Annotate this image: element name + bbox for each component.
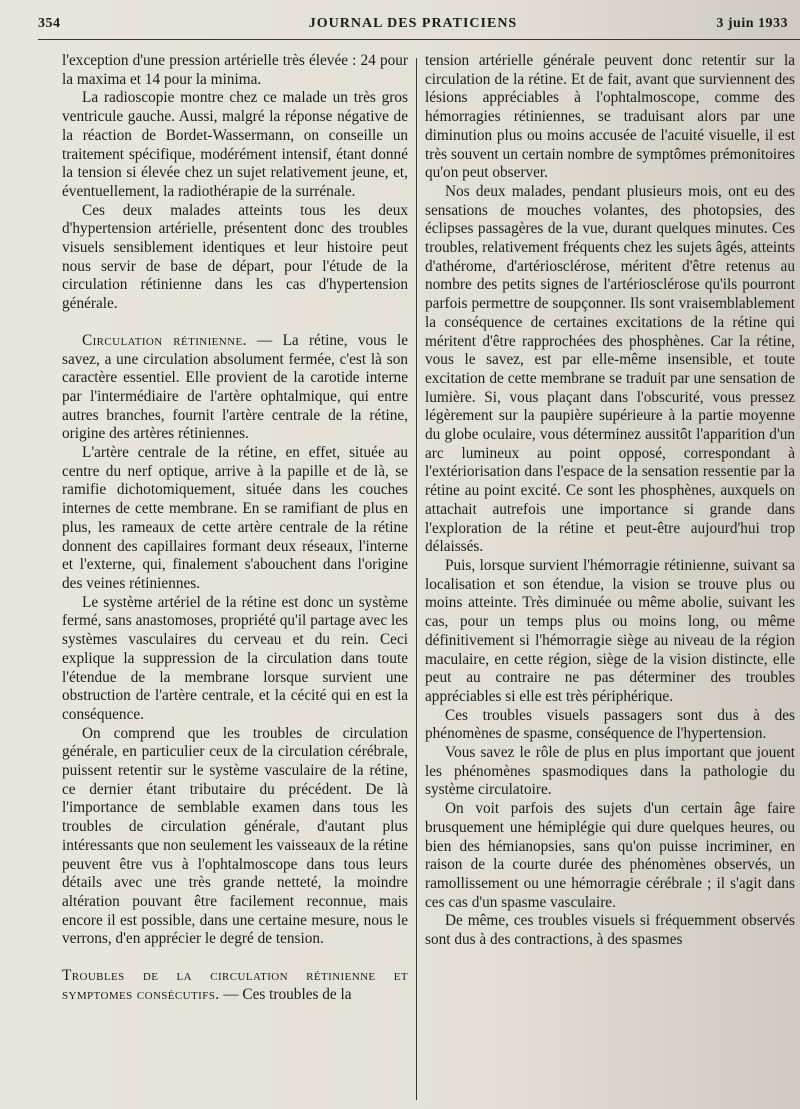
paragraph: Nos deux malades, pendant plusieurs mois, ont eu des sensations de mouches volantes, des photopsies, des éclipses passagères de la vue, durant quelques minutes. Ces troubles, relativement fréquents chez les sujets âgés, atteints d'athérome, d'artériosclérose, méritent d'être retenus au nombre des petits signes de l'artériosclérose qu'ils pourront parfois permettre de soupçonner. Ils sont vraisemblablement la conséquence de certaines excitations de la rétine qui méritent d'être rapprochées des phosphènes. Car la rétine, vous le savez, est par elle-même insensible, et toute excitation de cette membrane se traduit par une sensation de lumière. Si, vous plaçant dans l'obscurité, vous pressez légèrement sur la paupière supérieure à la partie moyenne du globe oculaire, vous déterminez aussitôt l'apparition d'un arc lumineux au point opposé, correspondant à l'extériorisation dans l'espace de la sensation ressentie par la rétine au point excité. Ce sont les phosphènes, auxquels on attachait autrefois une importance si grande dans l'exploration de la rétine et peut-être aujourd'hui trop délaissés. (425, 182, 795, 556)
page-number: 354 (38, 16, 61, 31)
paragraph: Puis, lorsque survient l'hémorragie rétinienne, suivant sa localisation et son étendue, la vision se trouve plus ou moins atteinte. Très diminuée ou même abolie, suivant les cas, pour un temps plus ou moins long, ou même définitivement si l'hémorragie siège au niveau de la région maculaire, en cette région, siège de la vision distincte, elle peut au contraire ne pas déterminer des troubles appréciables si elle est très périphérique. (425, 556, 795, 705)
paragraph: On voit parfois des sujets d'un certain âge faire brusquement une hémiplégie qui dure quelques heures, ou bien des hémianopsies, sans qu'on puisse incriminer, en raison de la courte durée des phénomènes observés, un ramollissement ou une hémorragie cérébrale ; il s'agit dans ces cas d'un spasme vasculaire. (425, 800, 795, 911)
section-paragraph (62, 332, 408, 444)
running-header (38, 14, 788, 40)
issue-date: 3 juin 1933 (716, 16, 788, 31)
journal-title: JOURNAL DES PRATICIENS (308, 16, 518, 31)
paragraph: l'exception d'une pression artérielle très élevée : 24 pour la maxima et 14 pour la minima. (62, 52, 408, 88)
right-column (425, 52, 795, 950)
paragraph: On comprend que les troubles de circulation générale, en particulier ceux de la circulation cérébrale, puissent retentir sur le système vasculaire de la rétine, ce dernier étant tributaire du précédent. De là l'importance de semblable examen dans tous les troubles de circulation générale, d'autant plus intéressants que non seulement les vaisseaux de la rétine peuvent être vus à l'ophtalmoscope dans tous leurs détails avec une très grande netteté, la moindre altération pouvant être facilement reconnue, mais encore il est possible, dans une certaine mesure, nous le verrons, d'en apprécier le degré de tension. (62, 724, 408, 948)
paragraph: La radioscopie montre chez ce malade un très gros ventricule gauche. Aussi, malgré la réponse négative de la réaction de Bordet-Wassermann, on conseille un traitement spécifique, modérément intensif, étant donné la tension si élevée chez un sujet relativement jeune, et, éventuellement, la radiothérapie de la surrénale. (62, 89, 408, 200)
left-column (62, 52, 408, 1004)
paragraph: De même, ces troubles visuels si fréquemment observés sont dus à des contractions, à des spasmes (425, 912, 795, 949)
paragraph: tension artérielle générale peuvent donc retentir sur la circulation de la rétine. Et de fait, avant que surviennent des lésions appréciables à l'ophtalmoscope, comme des hémorragies rétiniennes, se traduisant alors par une diminution plus ou moins accusée de l'acuité visuelle, il est très souvent un certain nombre de symptômes prémonitoires qu'on peut observer. (425, 52, 795, 182)
paragraph: L'artère centrale de la rétine, en effet, située au centre du nerf optique, arrive à la papille et de là, se ramifie dichotomiquement, située dans les couches internes de cette membrane. En se ramifiant de plus en plus, les rameaux de cette artère centrale de la rétine donnent des capillaires formant deux réseaux, l'interne et l'externe, qui, finalement s'abouchent dans l'origine des veines rétiniennes. (62, 444, 408, 592)
section-heading: Circulation rétinienne. (82, 331, 247, 349)
column-divider (416, 58, 417, 1100)
section-heading: Troubles de la circulation rétinienne et symptomes consécutifs. (62, 967, 408, 1003)
section-text: — La rétine, vous le savez, a une circulation absolument fermée, c'est là son caractère essentiel. Elle provient de la carotide interne par l'intermédiaire de l'artère ophtalmique, qui entre autres branches, fournit l'artère centrale de la rétine, origine des artères rétiniennes. (62, 331, 408, 443)
header-rule (38, 39, 800, 40)
section-text: — Ces troubles de la (219, 985, 352, 1003)
paragraph: Vous savez le rôle de plus en plus important que jouent les phénomènes spasmodiques dans la pathologie du système circulatoire. (425, 744, 795, 799)
paragraph: Ces deux malades atteints tous les deux d'hypertension artérielle, présentent donc des troubles visuels sensiblement identiques et leur histoire peut nous servir de base de départ, pour l'étude de la circulation rétinienne dans les cas d'hypertension générale. (62, 201, 408, 313)
section-paragraph (62, 967, 408, 1004)
paragraph: Ces troubles visuels passagers sont dus à des phénomènes de spasme, conséquence de l'hypertension. (425, 706, 795, 743)
paragraph: Le système artériel de la rétine est donc un système fermé, sans anastomoses, propriété qu'il partage avec les systèmes vasculaires du cerveau et du rein. Ceci explique la suppression de la circulation dans toute l'étendue de la membrane lorsque survient une obstruction de l'artère centrale, et la cécité qui en est la conséquence. (62, 593, 408, 723)
